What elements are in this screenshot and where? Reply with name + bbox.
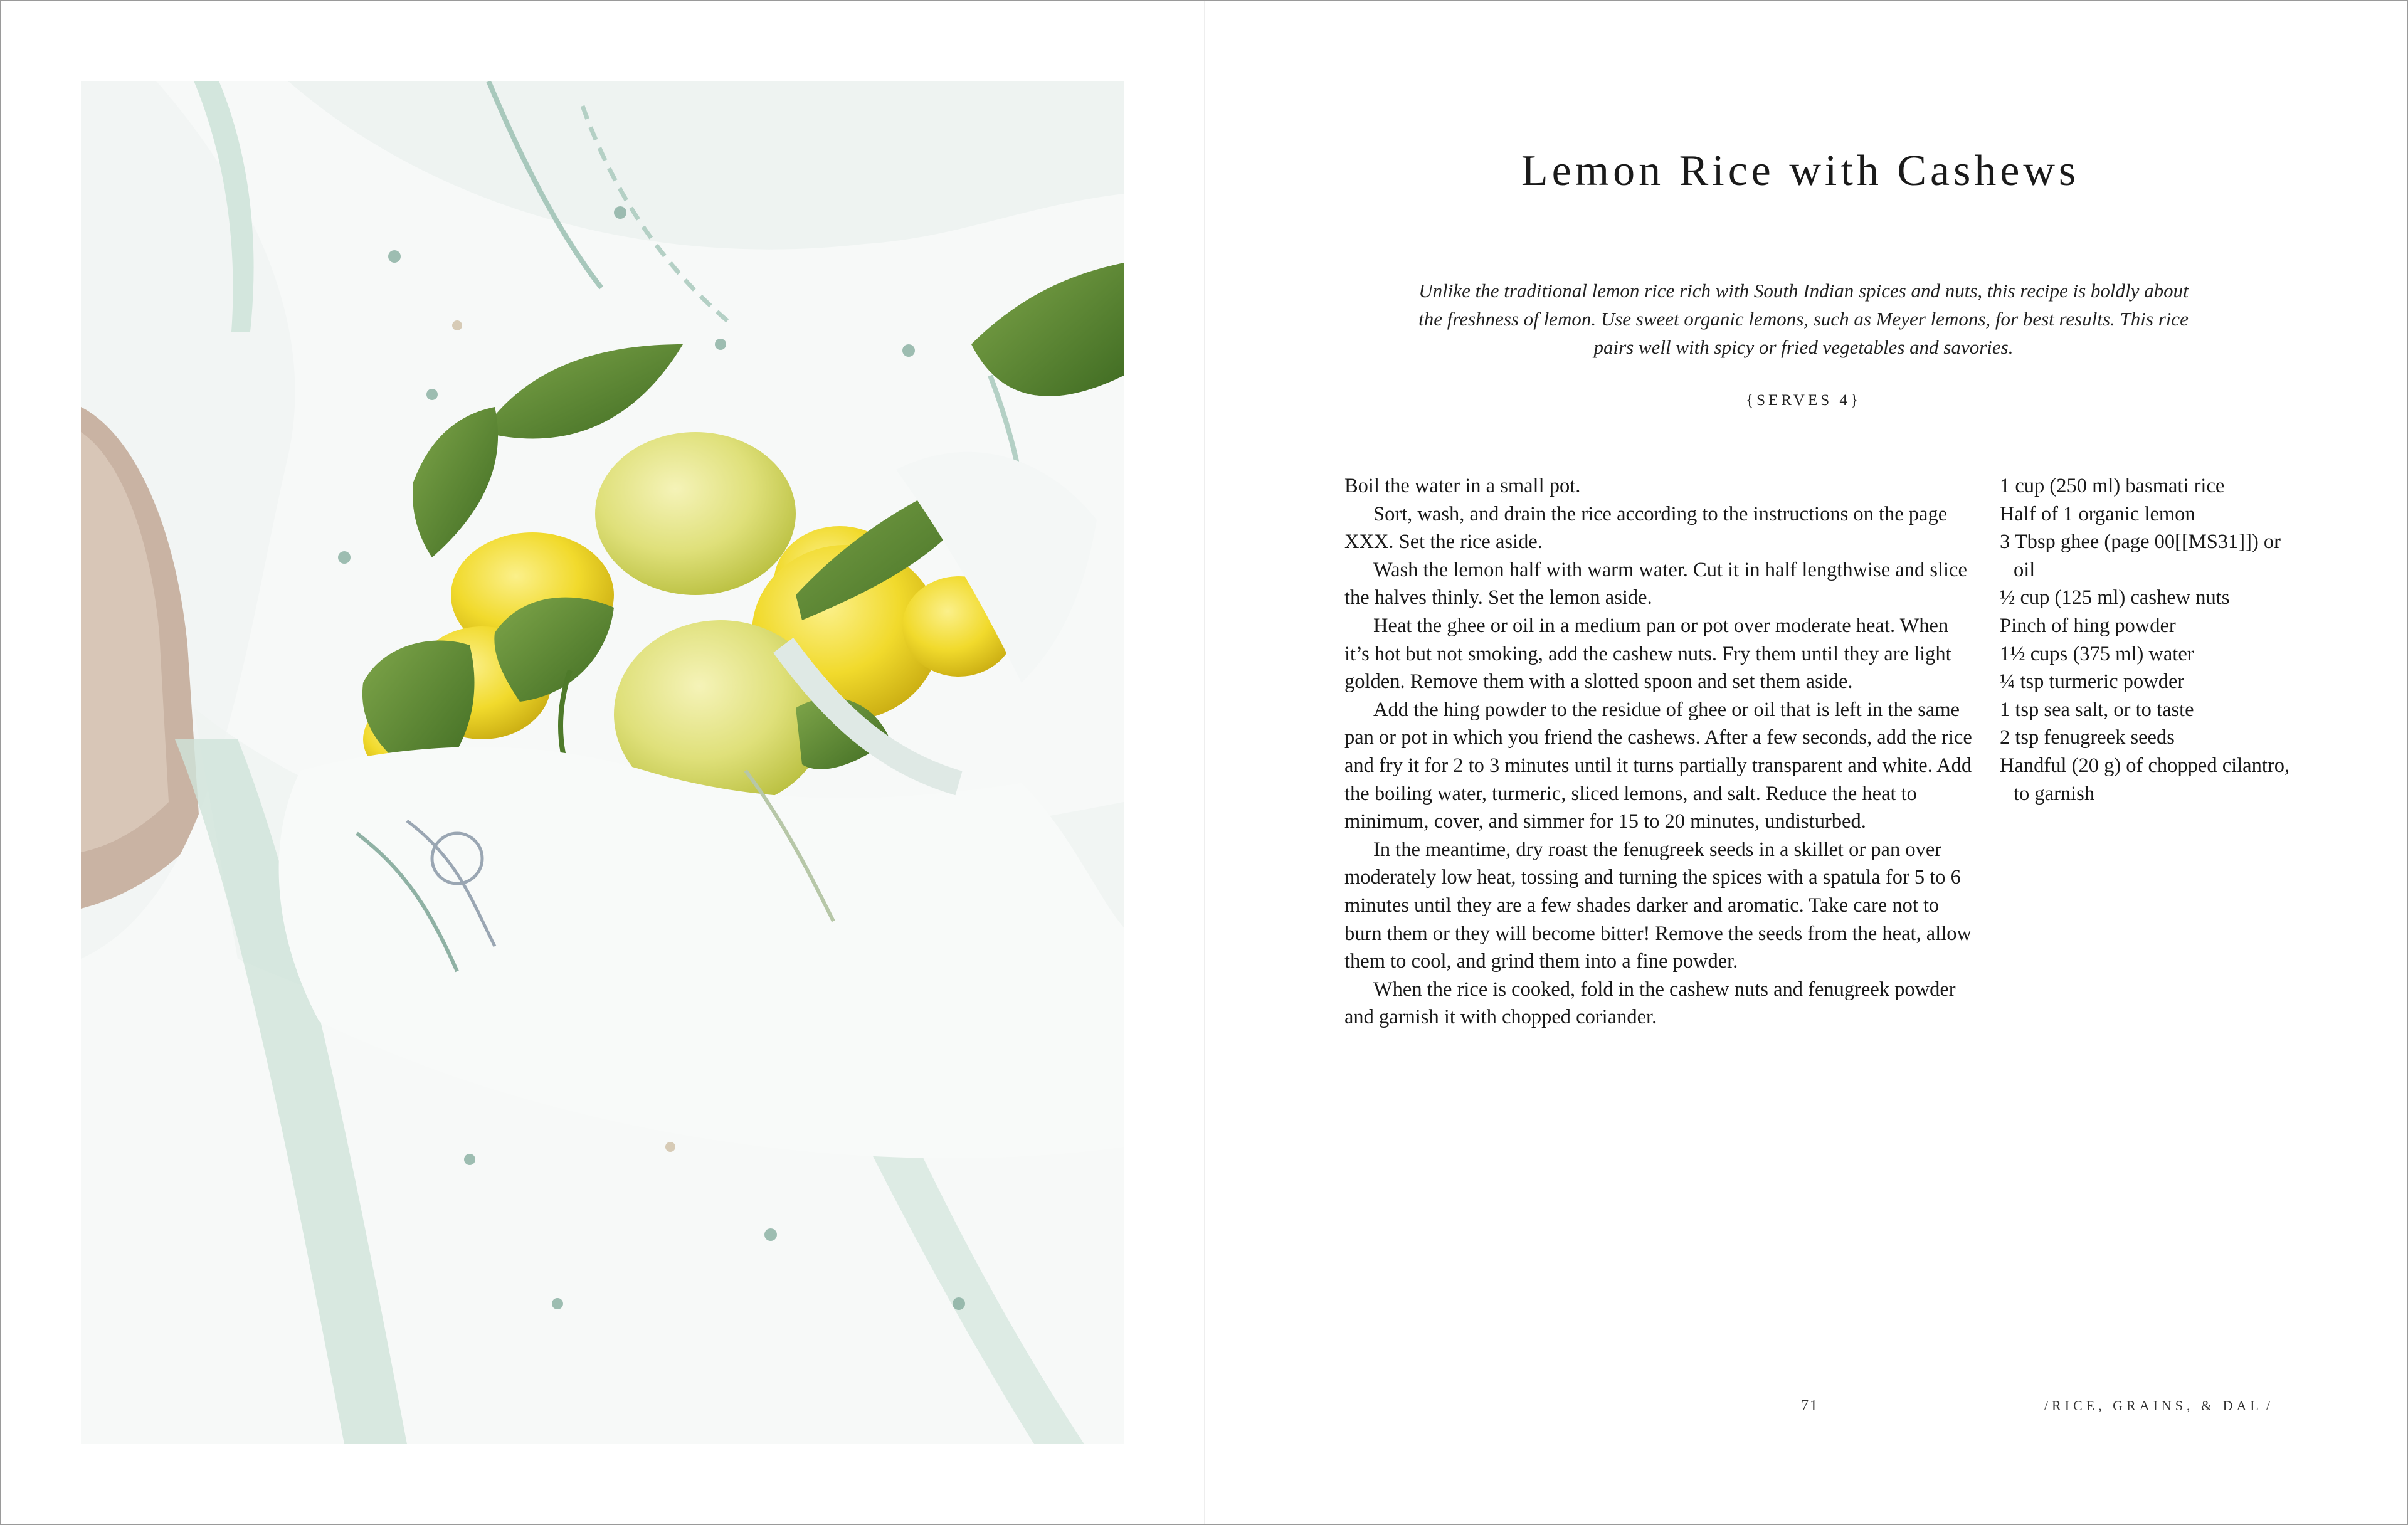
serves-note: {SERVES 4}: [1746, 392, 1861, 409]
running-head: [2010, 1398, 2274, 1414]
ingredient-item: Half of 1 organic lemon: [2000, 502, 2195, 525]
ingredient-item: ¼ tsp turmeric powder: [2000, 670, 2185, 694]
method-step: Sort, wash, and drain the rice according to the instructions on the page XXX. Set the rice aside.: [1344, 502, 1948, 554]
page-number: 71: [1801, 1398, 1819, 1414]
method-step: Wash the lemon half with warm water. Cut it in half lengthwise and slice the halves thinly. Set the lemon aside.: [1344, 558, 1967, 609]
method-step: When the rice is cooked, fold in the cashew nuts and fenugreek powder and garnish it with chopped coriander.: [1344, 978, 1956, 1029]
running-head-slash: /: [2044, 1398, 2049, 1413]
ingredient-item: 1 tsp sea salt, or to taste: [2000, 698, 2194, 721]
recipe-intro: Unlike the traditional lemon rice rich with South Indian spices and nuts, this recipe is boldly about the freshness of lemon. Use sweet organic lemons, such as Meyer lemons, for best results. This rice pairs well with spicy or fried vegetables and savories.: [1418, 280, 2189, 358]
method-steps: [1344, 472, 1978, 1032]
method-step: Add the hing powder to the residue of ghee or oil that is left in the same pan or pot in which you friend the cashews. After a few seconds, add the rice and fry it for 2 to 3 minutes until it turns partially transparent and white. Add the boiling water, turmeric, sliced lemons, and salt. Reduce the heat to minimum, cover, and simmer for 15 to 20 minutes, undisturbed.: [1344, 698, 1972, 833]
ingredient-item: 3 Tbsp ghee (page 00[[MS31]]) or oil: [2000, 530, 2281, 581]
ingredient-item: Handful (20 g) of chopped cilantro, to garnish: [2000, 754, 2290, 805]
ingredient-item: Pinch of hing powder: [2000, 614, 2176, 637]
recipe-title: Lemon Rice with Cashews: [1521, 147, 2080, 195]
running-head-label: RICE, GRAINS, & DAL: [2052, 1398, 2263, 1413]
method-step: Heat the ghee or oil in a medium pan or pot over moderate heat. When it’s hot but not smoking, add the cashew nuts. Fry them until they are light golden. Remove them with a slotted spoon and set them aside.: [1344, 614, 1951, 694]
ingredient-item: 1 cup (250 ml) basmati rice: [2000, 475, 2225, 497]
ingredient-list: [2000, 472, 2294, 808]
ingredient-item: 1½ cups (375 ml) water: [2000, 642, 2194, 665]
ingredient-item: ½ cup (125 ml) cashew nuts: [2000, 586, 2230, 609]
method-step: In the meantime, dry roast the fenugreek seeds in a skillet or pan over moderately low heat, tossing and turning the spices with a spatula for 5 to 6 minutes until they are a few shades darker and aromatic. Take care not to burn them or they will become bitter! Remove the seeds from the heat, allow them to cool, and grind them into a fine powder.: [1344, 838, 1972, 973]
page-gutter: [1204, 1, 1205, 1524]
lemons-in-cloth-photo: [81, 81, 1124, 1444]
method-step: Boil the water in a small pot.: [1344, 475, 1581, 497]
ingredient-item: 2 tsp fenugreek seeds: [2000, 726, 2175, 749]
running-head-slash: /: [2266, 1398, 2270, 1413]
